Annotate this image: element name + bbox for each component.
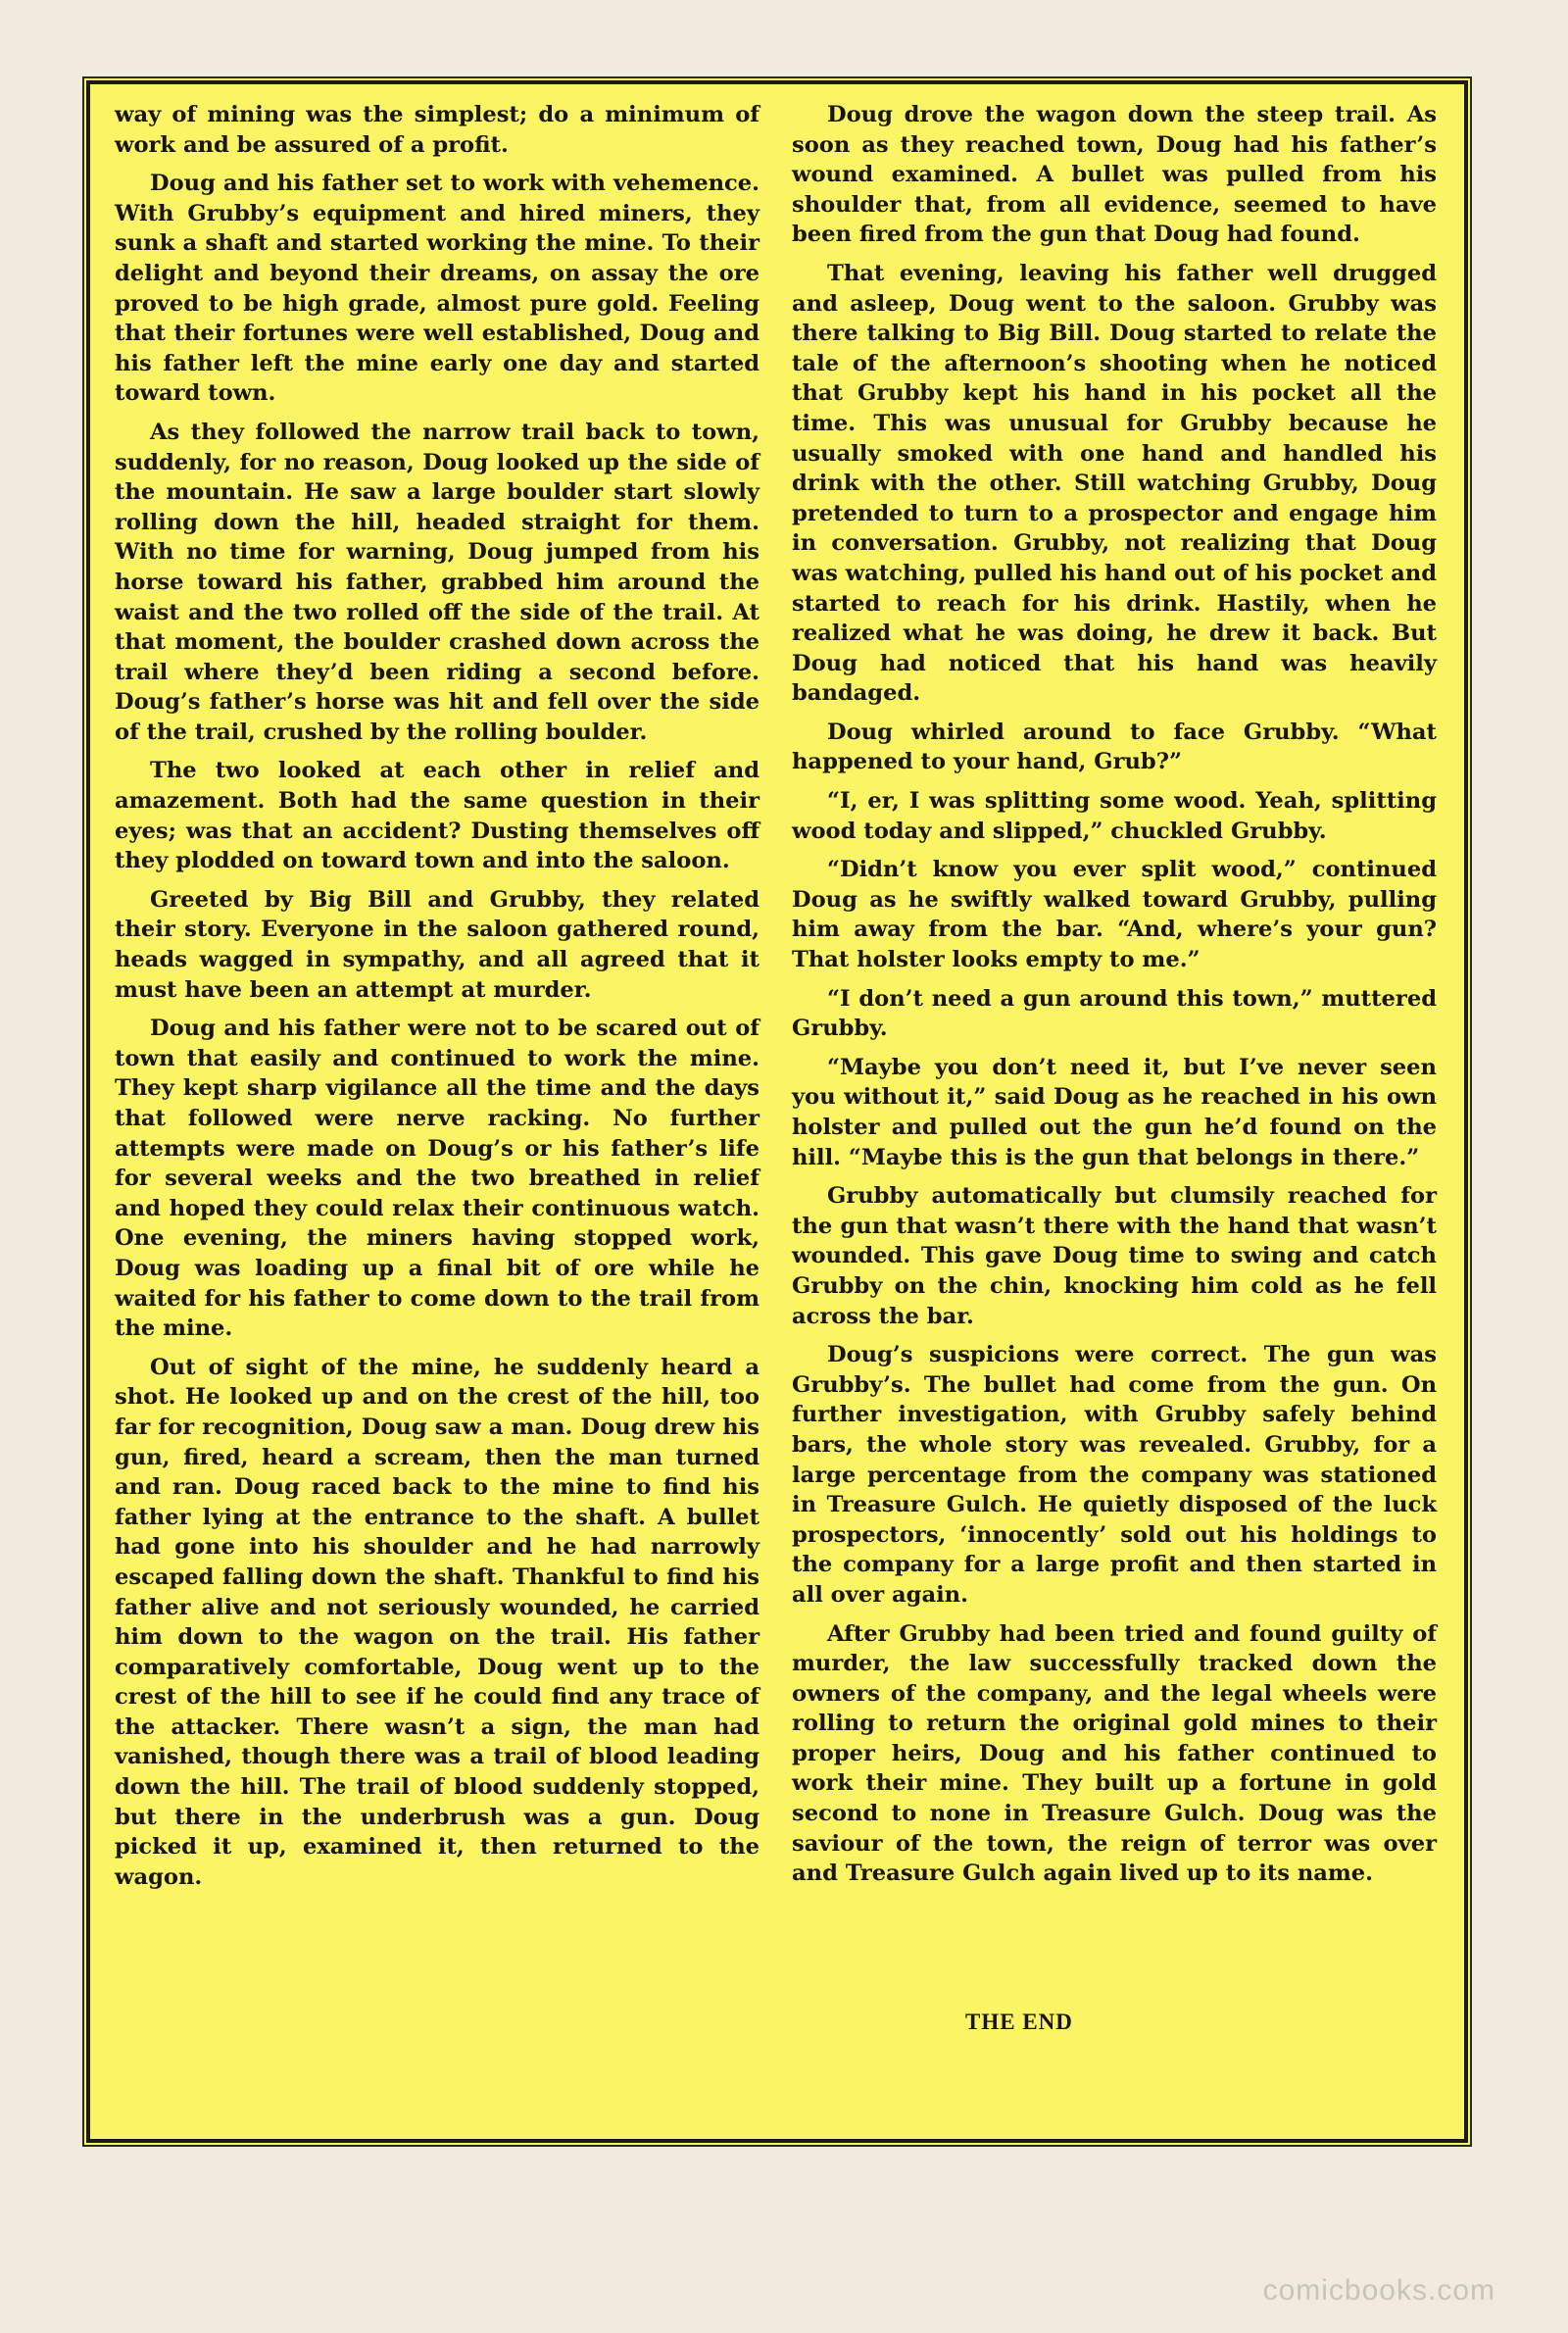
site-watermark: comicbooks.com <box>1262 2274 1495 2307</box>
paragraph: Doug whirled around to face Grubby. “What happened to your hand, Grub?” <box>792 719 1437 775</box>
paragraph: Doug and his father were not to be scared out of town that easily and continued to work the mine. They kept sharp vigilance all the time and the days that followed were nerve racking. No further attempts were made on Doug’s or his father’s life for several weeks and the two breathed in relief and hoped they could relax their continuous watch. One evening, the miners having stopped work, Doug was loading up a final bit of ore while he waited for his father to come down to the trail from the mine. <box>115 1016 760 1342</box>
paragraph: The two looked at each other in relief and amazement. Both had the same question in their eyes; was that an accident? Dusting themselves off they plodded on toward town and into the saloon. <box>115 758 760 874</box>
paragraph: way of mining was the simplest; do a minimum of work and be assured of a profit. <box>115 102 760 158</box>
paragraph: Doug drove the wagon down the steep trail. As soon as they reached town, Doug had his father’s wound examined. A bullet was pulled from his shoulder that, from all evidence, seemed to have been fired from the gun that Doug had found. <box>792 102 1437 248</box>
the-end-label: THE END <box>965 2010 1073 2034</box>
paragraph: “Maybe you don’t need it, but I’ve never seen you without it,” said Doug as he reached in his own holster and pulled out the gun he’d found on the hill. “Maybe this is the gun that belongs in there.” <box>792 1054 1437 1170</box>
paragraph: That evening, leaving his father well drugged and asleep, Doug went to the saloon. Grubby was there talking to Big Bill. Doug started to relate the tale of the afternoon’s shooting when he noticed that Grubby kept his hand in his pocket all the time. This was unusual for Grubby because he usually smoked with one hand and handled his drink with the other. Still watching Grubby, Doug pretended to turn to a prospector and engage him in conversation. Grubby, not realizing that Doug was watching, pulled his hand out of his pocket and started to reach for his drink. Hastily, when he realized what he was doing, he drew it back. But Doug had noticed that his hand was heavily bandaged. <box>792 260 1437 707</box>
paragraph: “Didn’t know you ever split wood,” continued Doug as he swiftly walked toward Grubby, pulling him away from the bar. “And, where’s your gun? That holster looks empty to me.” <box>792 857 1437 973</box>
right-text-column <box>792 100 1437 1898</box>
paragraph: After Grubby had been tried and found guilty of murder, the law successfully tracked down the owners of the company, and the legal wheels were rolling to return the original gold mines to their proper heirs, Doug and his father continued to work their mine. They built up a fortune in gold second to none in Treasure Gulch. Doug was the saviour of the town, the reign of terror was over and Treasure Gulch again lived up to its name. <box>792 1620 1437 1887</box>
paragraph: Greeted by Big Bill and Grubby, they related their story. Everyone in the saloon gathered round, heads wagged in sympathy, and all agreed that it must have been an attempt at murder. <box>115 886 760 1003</box>
paragraph: Doug and his father set to work with vehemence. With Grubby’s equipment and hired miners, they sunk a shaft and started working the mine. To their delight and beyond their dreams, on assay the ore proved to be high grade, almost pure gold. Feeling that their fortunes were well established, Doug and his father left the mine early one day and started toward town. <box>115 171 760 407</box>
paragraph: Out of sight of the mine, he suddenly heard a shot. He looked up and on the crest of the hill, too far for recognition, Doug saw a man. Doug drew his gun, fired, heard a scream, then the man turned and ran. Doug raced back to the mine to find his father lying at the entrance to the shaft. A bullet had gone into his shoulder and he had narrowly escaped falling down the shaft. Thankful to find his father alive and not seriously wounded, he carried him down to the wagon on the trail. His father comparatively comfortable, Doug went up to the crest of the hill to see if he could find any trace of the attacker. There wasn’t a sign, the man had vanished, though there was a trail of blood leading down the hill. The trail of blood suddenly stopped, but there in the underbrush was a gun. Doug picked it up, examined it, then returned to the wagon. <box>115 1354 760 1890</box>
paragraph: “I, er, I was splitting some wood. Yeah, splitting wood today and slipped,” chuckled Grubby. <box>792 788 1437 844</box>
paragraph: As they followed the narrow trail back to town, suddenly, for no reason, Doug looked up the side of the mountain. He saw a large boulder start slowly rolling down the hill, headed straight for them. With no time for warning, Doug jumped from his horse toward his father, grabbed him around the waist and the two rolled off the side of the trail. At that moment, the boulder crashed down across the trail where they’d been riding a second before. Doug’s father’s horse was hit and fell over the side of the trail, crushed by the rolling boulder. <box>115 419 760 745</box>
text-panel <box>86 80 1468 2143</box>
paragraph: “I don’t need a gun around this town,” muttered Grubby. <box>792 985 1437 1042</box>
left-text-column <box>115 100 760 1901</box>
paragraph: Grubby automatically but clumsily reached for the gun that wasn’t there with the hand that wasn’t wounded. This gave Doug time to swing and catch Grubby on the chin, knocking him cold as he fell across the bar. <box>792 1183 1437 1329</box>
paragraph: Doug’s suspicions were correct. The gun was Grubby’s. The bullet had come from the gun. On further investigation, with Grubby safely behind bars, the whole story was revealed. Grubby, for a large percentage from the company was stationed in Treasure Gulch. He quietly disposed of the luck prospectors, ‘innocently’ sold out his holdings to the company for a large profit and then started in all over again. <box>792 1342 1437 1608</box>
